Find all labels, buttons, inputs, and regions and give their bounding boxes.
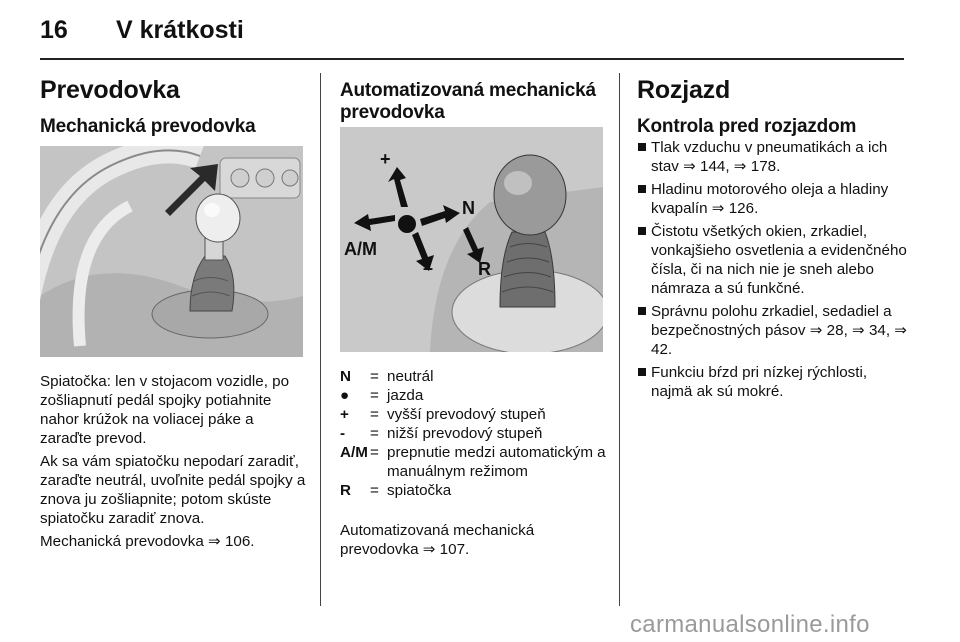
legend-value: neutrál xyxy=(387,368,434,385)
legend-equals: = xyxy=(370,387,379,404)
chapter-title: V krátkosti xyxy=(116,16,244,44)
legend-equals: = xyxy=(370,425,379,442)
legend-equals: = xyxy=(370,444,379,461)
title-line: prevodovka xyxy=(340,102,445,123)
section-title-rozjazd: Rozjazd xyxy=(637,76,731,104)
header-rule xyxy=(40,58,904,60)
gear-minus-label: – xyxy=(423,258,434,278)
manual-gearbox-text xyxy=(40,372,308,555)
legend-value: nižší prevodový stupeň xyxy=(387,425,543,442)
subsection-title-checks: Kontrola pred rozjazdom xyxy=(637,116,857,137)
page-header xyxy=(0,0,960,54)
list-item: Funkciu bŕzd pri nízkej rýchlosti, najmä ak sú mokré. xyxy=(637,363,907,401)
gear-plus-label: + xyxy=(380,149,391,169)
watermark: carmanualsonline.info xyxy=(630,611,870,638)
checklist xyxy=(637,138,907,405)
gear-am-label: A/M xyxy=(344,239,377,259)
page-number: 16 xyxy=(40,16,68,44)
paragraph: Spiatočka: len v stojacom vozidle, po zošliapnutí pedál spojky potiahnite nahor krúžok na voliacej páke a zaraďte prevod. xyxy=(40,373,290,447)
list-item: Tlak vzduchu v pneumatikách a ich stav ⇒ 144, ⇒ 178. xyxy=(637,138,907,176)
legend-key: ● xyxy=(340,387,350,404)
legend-value: jazda xyxy=(387,387,424,404)
legend-row xyxy=(340,405,610,424)
legend-key: - xyxy=(340,425,346,442)
title-line: Automatizovaná mechanická xyxy=(340,80,596,101)
legend-value: vyšší prevodový stupeň xyxy=(387,406,546,423)
legend-key: R xyxy=(340,482,351,499)
list-item: Hladinu motorového oleja a hladiny kvapalín ⇒ 126. xyxy=(637,180,907,218)
legend-row xyxy=(340,481,610,500)
paragraph: Mechanická prevodovka ⇒ 106. xyxy=(40,533,255,550)
legend-key: A/M xyxy=(340,444,368,461)
legend-row xyxy=(340,443,610,481)
legend-key: + xyxy=(340,406,349,423)
column-separator xyxy=(619,73,620,606)
legend-equals: = xyxy=(370,406,379,423)
gear-r-label: R xyxy=(478,259,491,279)
section-title-prevodovka: Prevodovka xyxy=(40,76,180,104)
legend-row xyxy=(340,386,610,405)
gear-legend xyxy=(340,367,610,500)
paragraph: Ak sa vám spiatočku nepodarí zaradiť, zaraďte neutrál, uvoľnite pedál spojky a znova ju zošliapnite; potom skúste spiatočku zaradiť znova. xyxy=(40,453,306,527)
section-title-automated xyxy=(340,80,610,124)
legend-row xyxy=(340,367,610,386)
list-item: Správnu polohu zrkadiel, sedadiel a bezpečnostných pásov ⇒ 28, ⇒ 34, ⇒ 42. xyxy=(637,302,907,359)
legend-row xyxy=(340,424,610,443)
gear-n-label: N xyxy=(462,198,475,218)
column-separator xyxy=(320,73,321,606)
automated-gearbox-illustration xyxy=(340,127,603,352)
legend-value: prepnutie medzi automatickým a manuálnym režimom xyxy=(387,444,606,480)
legend-equals: = xyxy=(370,482,379,499)
legend-value: spiatočka xyxy=(387,482,452,499)
manual-gearbox-illustration xyxy=(40,146,303,357)
subsection-title-manual: Mechanická prevodovka xyxy=(40,116,256,137)
list-item: Čistotu všetkých okien, zrkadiel, vonkajšieho osvetlenia a evidenčného čísla, či na nich nie je sneh alebo námraza a sú funkčné. xyxy=(637,222,907,298)
automated-gearbox-reference: Automatizovaná mechanická prevodovka ⇒ 107. xyxy=(340,522,535,558)
legend-key: N xyxy=(340,368,351,385)
legend-equals: = xyxy=(370,368,379,385)
